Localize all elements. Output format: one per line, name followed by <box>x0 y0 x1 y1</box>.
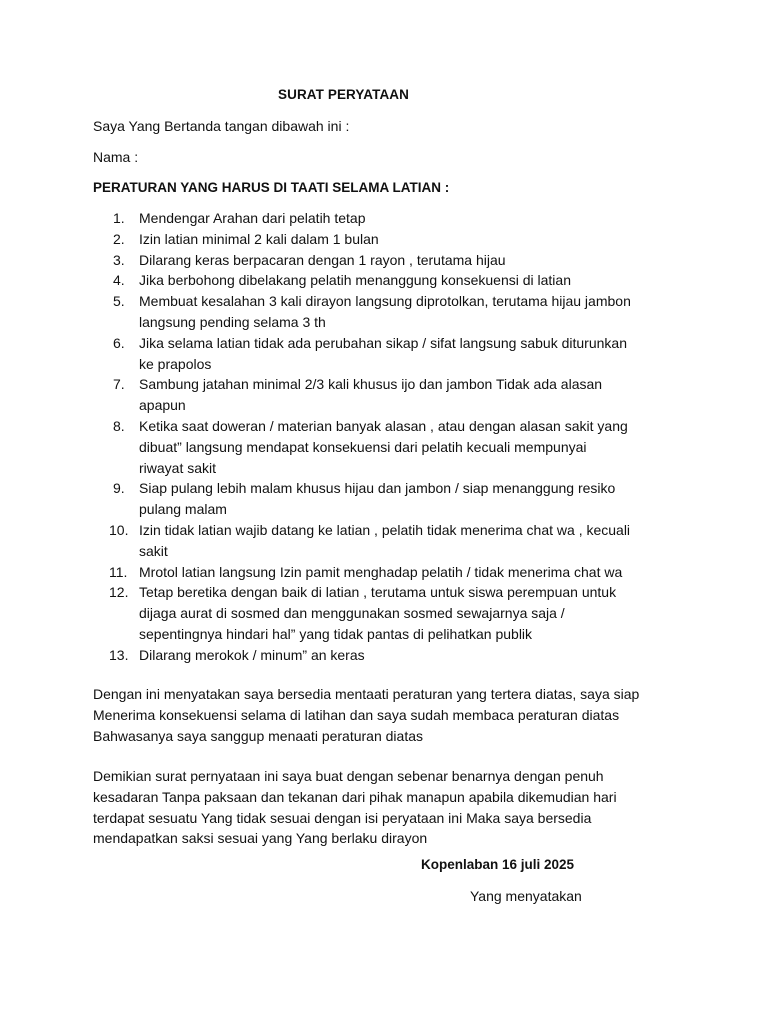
rule-text-line: Dilarang merokok / minum” an keras <box>139 646 365 663</box>
statement-paragraph: Dengan ini menyatakan saya bersedia mentaati peraturan yang tertera diatas, saya siap Menerima konsekuensi selama di latihan dan saya sudah membaca peraturan diatas Bahwasanya saya sanggup menaati peraturan diatas <box>93 686 640 744</box>
rule-text-line: Siap pulang lebih malam khusus hijau dan jambon / siap menanggung resiko <box>139 480 616 497</box>
name-label: Nama : <box>93 149 139 165</box>
signer-label: Yang menyatakan <box>470 888 582 904</box>
closing-paragraph: Demikian surat pernyataan ini saya buat dengan sebenar benarnya dengan penuh kesadaran Tanpa paksaan dan tekanan dari pihak manapun apabila dikemudian hari terdapat sesuatu Yang tidak sesuai dengan isi peryataan ini Maka saya bersedia mendapatkan saksi sesuai yang Yang berlaku dirayon <box>93 768 617 847</box>
rule-number: 4. <box>113 272 125 289</box>
rule-number: 2. <box>113 230 125 247</box>
rule-number: 13. <box>109 646 129 663</box>
rule-text-line: sakit <box>139 542 168 559</box>
rule-text-line: Mendengar Arahan dari pelatih tetap <box>139 210 366 226</box>
rules-list <box>93 208 693 666</box>
rule-number: 11. <box>109 563 128 580</box>
rule-number: 10. <box>109 521 129 538</box>
rule-text-line: riwayat sakit <box>139 459 217 476</box>
rule-item <box>93 478 693 520</box>
rule-item <box>93 291 693 333</box>
rule-text-line: Membuat kesalahan 3 kali dirayon langsung diprotolkan, terutama hijau jambon <box>139 293 631 310</box>
place-date: Kopenlaban 16 juli 2025 <box>421 857 575 872</box>
rule-text-line: Izin tidak latian wajib datang ke latian , pelatih tidak menerima chat wa , kecuali <box>139 521 631 538</box>
rule-text-line: Ketika saat doweran / materian banyak alasan , atau dengan alasan sakit yang <box>139 417 628 434</box>
rule-item <box>93 250 693 271</box>
rule-item <box>93 333 693 375</box>
rule-item <box>93 270 693 291</box>
rule-number: 1. <box>113 210 125 226</box>
rule-text-line: Izin latian minimal 2 kali dalam 1 bulan <box>139 230 379 247</box>
rule-text-line: Tetap beretika dengan baik di latian , terutama untuk siswa perempuan untuk <box>139 584 617 601</box>
letter-title: SURAT PERYATAAN <box>278 87 410 102</box>
rule-item <box>93 229 693 250</box>
rule-item <box>93 562 693 583</box>
rule-number: 8. <box>113 417 125 434</box>
rule-number: 12. <box>109 584 129 601</box>
rule-text-line: ke prapolos <box>139 355 212 372</box>
rule-number: 7. <box>113 376 125 393</box>
rule-item <box>93 374 693 416</box>
rule-item <box>93 416 693 478</box>
rule-text-line: dibuat” langsung mendapat konsekuensi dari pelatih kecuali mempunyai <box>139 438 587 455</box>
rule-text-line: dijaga aurat di sosmed dan menggunakan sosmed sewajarnya saja / <box>139 605 565 622</box>
rule-item <box>93 208 693 229</box>
rule-number: 6. <box>113 334 125 351</box>
rule-number: 3. <box>113 251 125 268</box>
intro-line: Saya Yang Bertanda tangan dibawah ini : <box>93 118 350 134</box>
rule-text-line: langsung pending selama 3 th <box>139 313 326 330</box>
rule-text-line: Sambung jatahan minimal 2/3 kali khusus ijo dan jambon Tidak ada alasan <box>139 376 603 393</box>
rule-text-line: Mrotol latian langsung Izin pamit menghadap pelatih / tidak menerima chat wa <box>139 563 623 580</box>
rule-text-line: apapun <box>139 397 186 414</box>
rule-item <box>93 582 693 644</box>
rule-item <box>93 645 693 666</box>
rule-text-line: pulang malam <box>139 501 227 518</box>
rule-text-line: Dilarang keras berpacaran dengan 1 rayon , terutama hijau <box>139 251 506 268</box>
rule-text-line: Jika selama latian tidak ada perubahan sikap / sifat langsung sabuk diturunkan <box>139 334 627 351</box>
rules-heading: PERATURAN YANG HARUS DI TAATI SELAMA LATIAN : <box>93 180 450 195</box>
rule-item <box>93 520 693 562</box>
rule-number: 9. <box>113 480 125 497</box>
rule-text-line: sepentingnya hindari hal” yang tidak pantas di pelihatkan publik <box>139 625 533 642</box>
rule-text-line: Jika berbohong dibelakang pelatih menanggung konsekuensi di latian <box>139 272 571 289</box>
rule-number: 5. <box>113 293 125 310</box>
